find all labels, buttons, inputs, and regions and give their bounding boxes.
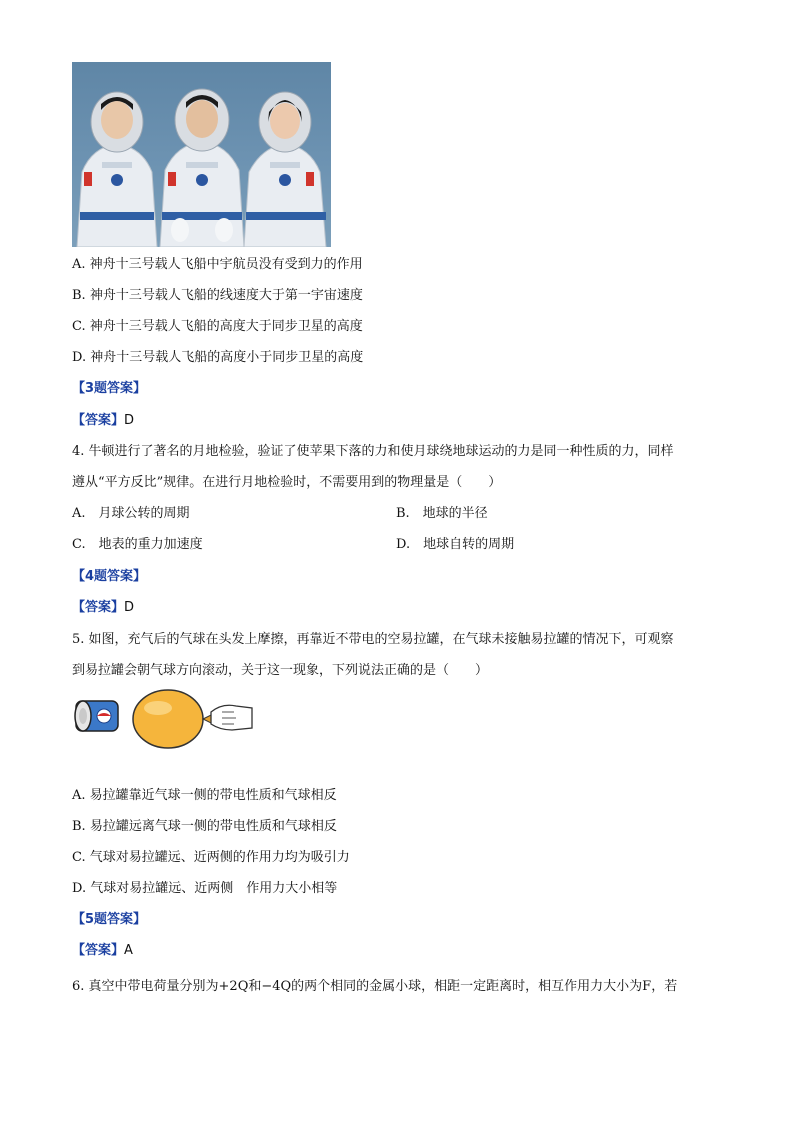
q5-option-c: C. 气球对易拉罐远、近两侧的作用力均为吸引力 (72, 850, 350, 865)
balloon-can-figure (72, 688, 254, 750)
q4-option-b: B. 地球的半径 (396, 506, 488, 521)
q3-option-a: A. 神舟十三号载人飞船中宇航员没有受到力的作用 (72, 257, 363, 272)
q5-stem-line1: 5. 如图，充气后的气球在头发上摩擦，再靠近不带电的空易拉罐，在气球未接触易拉罐的情况下，可观察 (72, 632, 674, 647)
hand (211, 705, 252, 730)
q3-option-b: B. 神舟十三号载人飞船的线速度大于第一宇宙速度 (72, 288, 363, 303)
q3-answer-header: 【3题答案】 (72, 381, 147, 396)
answer-value: A (124, 943, 133, 958)
answer-label: 【答案】 (72, 943, 125, 958)
q3-option-c: C. 神舟十三号载人飞船的高度大于同步卫星的高度 (72, 319, 363, 334)
q5-answer-header: 【5题答案】 (72, 912, 147, 927)
q5-answer (72, 942, 133, 960)
answer-label: 【答案】 (72, 413, 125, 428)
answer-value: D (124, 600, 135, 615)
q5-stem-line2: 到易拉罐会朝气球方向滚动，关于这一现象，下列说法正确的是（ ） (72, 663, 489, 678)
q4-answer-header: 【4题答案】 (72, 569, 147, 584)
answer-value: D (124, 413, 135, 428)
q3-answer (72, 412, 134, 430)
q4-stem-line1: 4. 牛顿进行了著名的月地检验，验证了使苹果下落的力和使月球绕地球运动的力是同一种性质的力，同样 (72, 444, 674, 459)
astronaut-middle (160, 89, 244, 247)
q5-option-b: B. 易拉罐远离气球一侧的带电性质和气球相反 (72, 819, 337, 834)
q5-option-d: D. 气球对易拉罐远、近两侧 作用力大小相等 (72, 881, 338, 896)
answer-label: 【答案】 (72, 600, 125, 615)
astronaut-right (244, 92, 326, 247)
q4-option-d: D. 地球自转的周期 (396, 537, 515, 552)
balloon (133, 690, 211, 748)
q4-answer (72, 599, 134, 617)
q5-option-a: A. 易拉罐靠近气球一侧的带电性质和气球相反 (72, 788, 337, 803)
q3-option-d: D. 神舟十三号载人飞船的高度小于同步卫星的高度 (72, 350, 364, 365)
astronauts-illustration (72, 62, 331, 247)
astronaut-left (77, 92, 157, 247)
q6-stem-line1: 6. 真空中带电荷量分别为+2Q和−4Q的两个相同的金属小球，相距一定距离时，相互作用力大小为F，若 (72, 979, 678, 994)
q4-option-c: C. 地表的重力加速度 (72, 537, 203, 552)
soda-can (75, 701, 118, 731)
q4-option-a: A. 月球公转的周期 (72, 506, 190, 521)
astronauts-photo (72, 62, 331, 247)
balloon-can-illustration (72, 688, 254, 750)
q4-stem-line2: 遵从“平方反比”规律。在进行月地检验时，不需要用到的物理量是（ ） (72, 475, 502, 490)
